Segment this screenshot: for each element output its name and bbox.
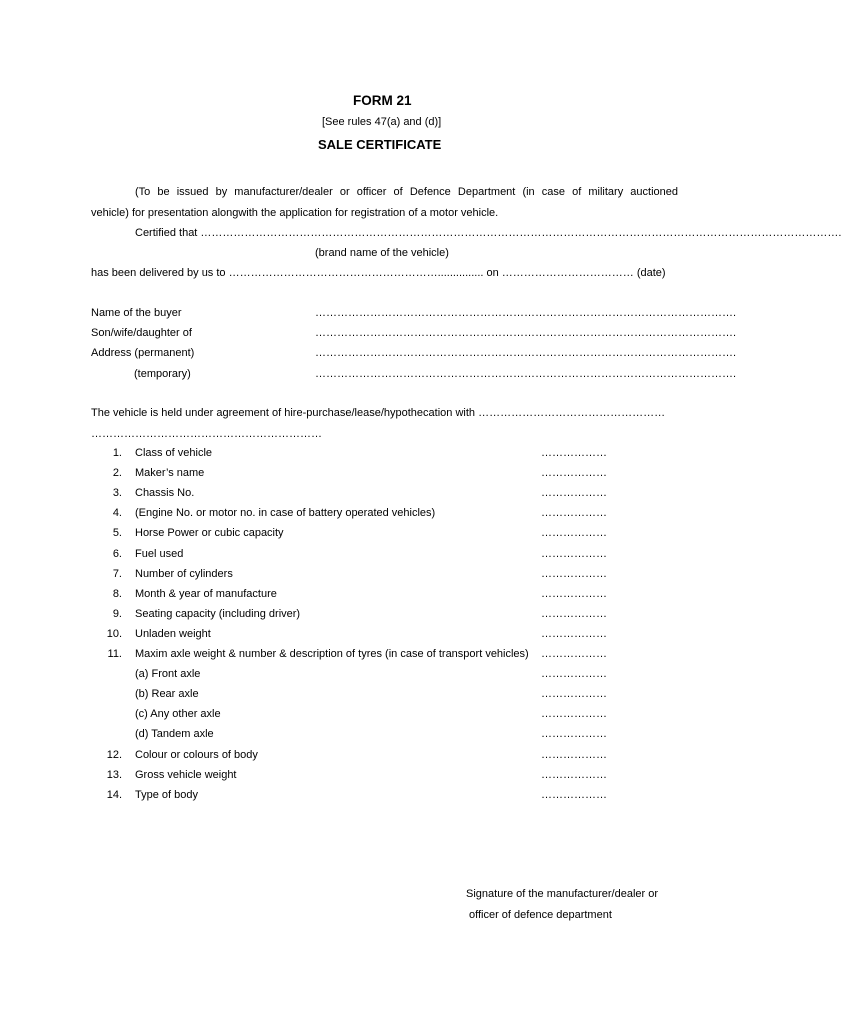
item-blank: ………………: [541, 588, 607, 600]
item-label: Colour or colours of body: [135, 749, 258, 761]
item-number: 13.: [106, 769, 122, 781]
intro-line-2: vehicle) for presentation alongwith the application for registration of a motor vehicle.: [91, 207, 499, 219]
item-label: Maxim axle weight & number & description of tyres (in case of transport vehicles): [135, 648, 529, 660]
item-number: 11.: [107, 648, 122, 660]
item-label: Seating capacity (including driver): [135, 608, 301, 620]
item-blank: ………………: [541, 527, 607, 539]
buyer-name-label: Name of the buyer: [91, 307, 182, 319]
item-number: 10.: [106, 628, 122, 640]
item-blank: ………………: [541, 769, 607, 781]
certified-that-line: Certified that ………………………………………………………………………………………………………………………………………………………….: [135, 227, 841, 239]
item-label: (Engine No. or motor no. in case of battery operated vehicles): [135, 507, 436, 519]
hire-purchase-line-1: The vehicle is held under agreement of hire-purchase/lease/hypothecation with ……………………………………………: [91, 407, 666, 419]
relation-blank: …………………………………………………………………………………………………….: [315, 327, 737, 339]
signature-line-1: Signature of the manufacturer/dealer or: [466, 888, 659, 900]
item-number: 9.: [112, 608, 122, 620]
item-label: Horse Power or cubic capacity: [135, 527, 284, 539]
item-number: 4.: [112, 507, 122, 519]
item-label: (a) Front axle: [135, 668, 201, 680]
item-label: Type of body: [135, 789, 198, 801]
relation-label: Son/wife/daughter of: [91, 327, 192, 339]
item-blank: ………………: [541, 648, 607, 660]
item-label: Fuel used: [135, 548, 184, 560]
item-number: 6.: [112, 548, 122, 560]
item-number: 7.: [112, 568, 122, 580]
item-number: 3.: [112, 487, 122, 499]
certificate-title: SALE CERTIFICATE: [318, 137, 442, 152]
item-blank: ………………: [541, 708, 607, 720]
item-blank: ………………: [541, 688, 607, 700]
signature-line-2: officer of defence department: [469, 909, 612, 921]
item-blank: ………………: [541, 568, 607, 580]
item-label: Gross vehicle weight: [135, 769, 237, 781]
item-label: Maker’s name: [135, 467, 205, 479]
item-blank: ………………: [541, 447, 607, 459]
item-blank: ………………: [541, 668, 607, 680]
hire-purchase-line-2: ………………………………………………………: [91, 428, 322, 440]
item-blank: ………………: [541, 487, 607, 499]
item-blank: ………………: [541, 749, 607, 761]
item-number: 2.: [112, 467, 122, 479]
item-label: Number of cylinders: [135, 568, 233, 580]
item-blank: ………………: [541, 548, 607, 560]
address-temporary-blank: …………………………………………………………………………………………………….: [315, 368, 737, 380]
intro-line-1: (To be issued by manufacturer/dealer or officer of Defence Department (in case of military auctioned: [135, 186, 678, 198]
item-blank: ………………: [541, 507, 607, 519]
form-title: FORM 21: [353, 93, 412, 108]
address-permanent-label: Address (permanent): [91, 347, 195, 359]
buyer-name-blank: …………………………………………………………………………………………………….: [315, 307, 737, 319]
item-label: (d) Tandem axle: [135, 728, 214, 740]
item-number: 1.: [112, 447, 122, 459]
delivered-line: has been delivered by us to …………………………………………………............... on ……………………………… (date): [91, 267, 666, 279]
item-label: Unladen weight: [135, 628, 211, 640]
item-label: (b) Rear axle: [135, 688, 199, 700]
item-label: (c) Any other axle: [135, 708, 221, 720]
rules-reference: [See rules 47(a) and (d)]: [322, 116, 442, 128]
item-label: Month & year of manufacture: [135, 588, 277, 600]
item-number: 14.: [106, 789, 122, 801]
item-blank: ………………: [541, 608, 607, 620]
address-permanent-blank: …………………………………………………………………………………………………….: [315, 347, 737, 359]
brand-name-note: (brand name of the vehicle): [315, 247, 449, 259]
address-temporary-label: (temporary): [134, 368, 191, 380]
item-blank: ………………: [541, 789, 607, 801]
item-number: 8.: [112, 588, 122, 600]
item-blank: ………………: [541, 728, 607, 740]
item-blank: ………………: [541, 467, 607, 479]
item-blank: ………………: [541, 628, 607, 640]
item-number: 5.: [112, 527, 122, 539]
item-label: Class of vehicle: [135, 447, 213, 459]
item-label: Chassis No.: [135, 487, 195, 499]
item-number: 12.: [106, 749, 122, 761]
